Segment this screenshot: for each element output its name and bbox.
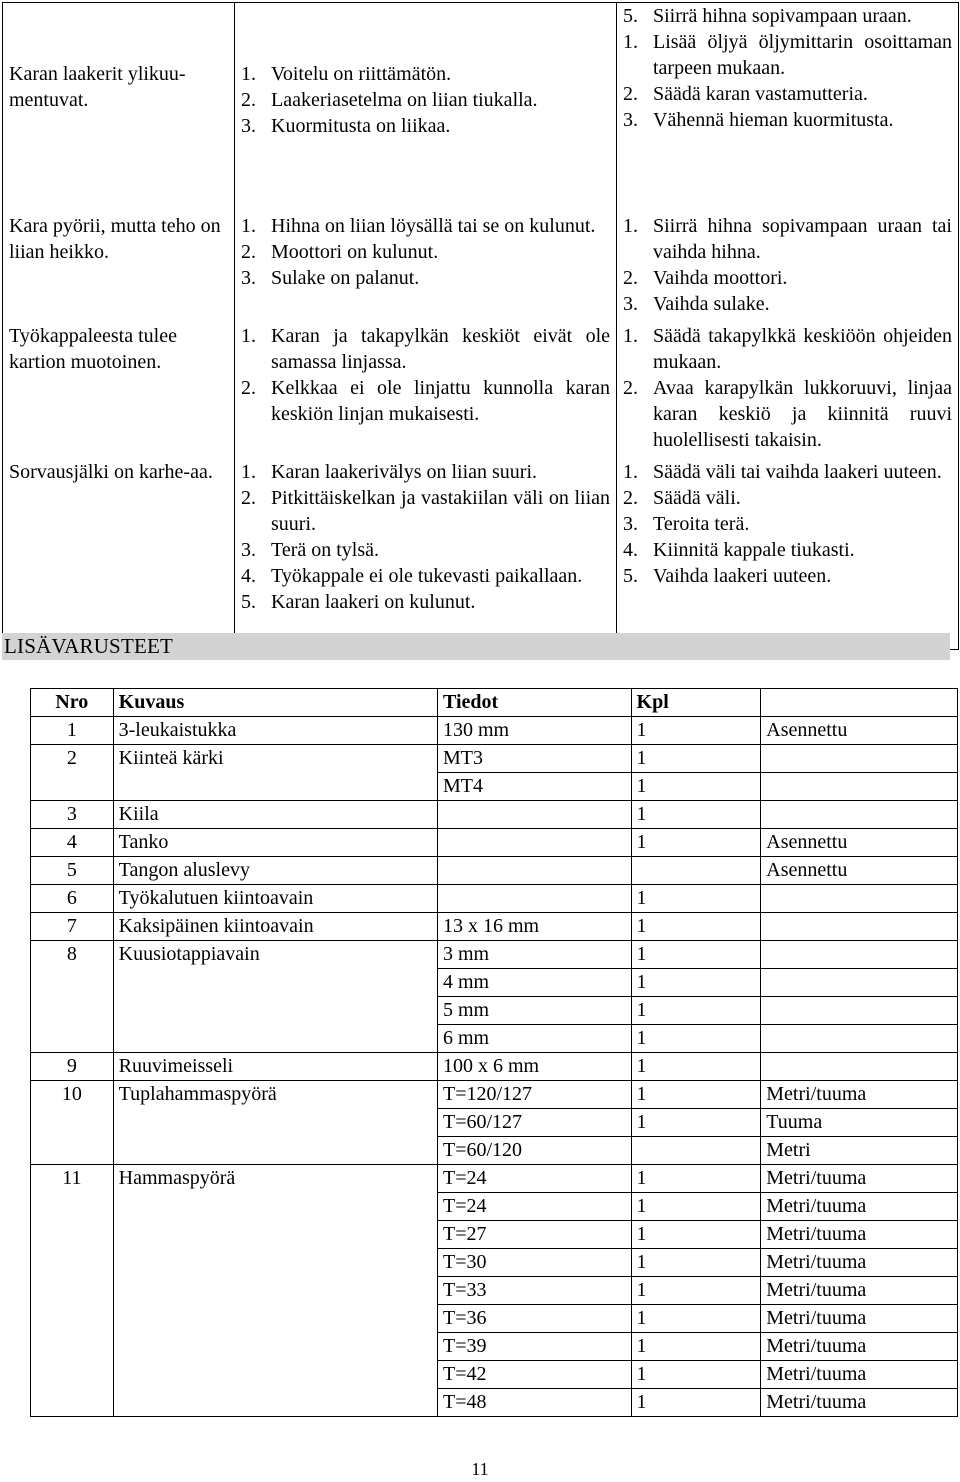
table-cell: T=33	[437, 1277, 631, 1305]
table-cell: Asennettu	[761, 857, 958, 885]
cause-item-text: Pitkittäiskelkan ja vastakiilan väli on liian suuri.	[271, 487, 610, 535]
table-row	[31, 717, 958, 745]
table-row	[31, 1109, 958, 1137]
table-row	[31, 1277, 958, 1305]
remedy-item	[623, 81, 952, 107]
table-cell: 1	[631, 1193, 761, 1221]
remedy-item-text: Kiinnitä kappale tiukasti.	[653, 539, 855, 561]
cause-block	[241, 323, 610, 459]
table-cell: Tanko	[113, 829, 437, 857]
table-cell: 1	[631, 1249, 761, 1277]
remedy-block	[623, 459, 952, 649]
remedy-item-text: Säädä väli tai vaihda laakeri uuteen.	[653, 461, 942, 483]
table-row	[31, 1193, 958, 1221]
table-cell: 10	[31, 1081, 114, 1109]
table-cell	[761, 745, 958, 773]
table-cell	[113, 1277, 437, 1305]
table-cell: 8	[31, 941, 114, 969]
table-cell	[113, 1109, 437, 1137]
remedy-item-number: 1.	[623, 461, 638, 483]
table-cell	[31, 1221, 114, 1249]
table-cell: 1	[631, 1221, 761, 1249]
cause-item-number: 2.	[241, 377, 256, 399]
table-cell: Metri/tuuma	[761, 1249, 958, 1277]
table-cell: 100 x 6 mm	[437, 1053, 631, 1081]
cause-item-text: Kelkkaa ei ole linjattu kunnolla karan keskiön linjan mukaisesti.	[271, 377, 610, 425]
remedy-item-number: 1.	[623, 31, 638, 53]
table-cell	[113, 1221, 437, 1249]
table-cell: 1	[631, 1361, 761, 1389]
remedy-item	[623, 265, 952, 291]
remedy-item-text: Säädä takapylkkä keskiöön ohjeiden mukaan.	[653, 325, 952, 373]
table-cell: 1	[631, 997, 761, 1025]
remedy-item-number: 2.	[623, 487, 638, 509]
table-row	[31, 941, 958, 969]
remedy-item-text: Vaihda laakeri uuteen.	[653, 565, 832, 587]
table-cell: T=60/127	[437, 1109, 631, 1137]
table-row	[31, 913, 958, 941]
symptom-block	[9, 459, 228, 649]
column-header: Nro	[31, 689, 114, 717]
table-cell: Työkalutuen kiintoavain	[113, 885, 437, 913]
symptom-text: Kara pyörii, mutta teho on liian heikko.	[9, 215, 221, 263]
table-cell	[31, 1025, 114, 1053]
table-cell: 1	[631, 1305, 761, 1333]
cause-item	[241, 265, 610, 291]
table-cell	[31, 997, 114, 1025]
symptom-block	[9, 213, 228, 323]
page-number: 11	[471, 1459, 489, 1479]
symptom-block	[9, 323, 228, 459]
table-cell: 4 mm	[437, 969, 631, 997]
remedy-item-text: Säädä väli.	[653, 487, 741, 509]
table-cell	[113, 773, 437, 801]
table-cell	[31, 1109, 114, 1137]
table-row	[31, 1305, 958, 1333]
table-cell	[31, 1277, 114, 1305]
column-header: Kpl	[631, 689, 761, 717]
table-cell	[761, 913, 958, 941]
remedy-item-text: Vaihda sulake.	[653, 293, 770, 315]
table-cell: 1	[631, 913, 761, 941]
table-cell	[761, 1053, 958, 1081]
cause-item	[241, 61, 610, 87]
table-cell	[437, 857, 631, 885]
table-cell	[31, 1137, 114, 1165]
table-cell	[113, 969, 437, 997]
remedy-block	[623, 3, 952, 213]
table-cell: 6	[31, 885, 114, 913]
table-cell: 1	[631, 1025, 761, 1053]
table-cell: Metri/tuuma	[761, 1389, 958, 1417]
table-row	[31, 1333, 958, 1361]
table-cell: T=48	[437, 1389, 631, 1417]
table-row	[31, 857, 958, 885]
table-cell: Kiinteä kärki	[113, 745, 437, 773]
table-row	[31, 1221, 958, 1249]
table-cell	[113, 1361, 437, 1389]
table-cell	[437, 829, 631, 857]
remedy-item-text: Avaa karapylkän lukkoruuvi, linjaa karan keskiö ja kiinnitä ruuvi huolellisesti takaisin.	[653, 377, 952, 451]
cause-item	[241, 213, 610, 239]
table-cell: Asennettu	[761, 829, 958, 857]
table-header-row	[31, 689, 958, 717]
cause-item-text: Terä on tylsä.	[271, 539, 380, 561]
table-cell	[631, 1137, 761, 1165]
table-cell: 6 mm	[437, 1025, 631, 1053]
table-row	[31, 1137, 958, 1165]
remedy-item-text: Säädä karan vastamutteria.	[653, 83, 868, 105]
remedy-item	[623, 537, 952, 563]
remedy-item	[623, 291, 952, 317]
table-cell: Tuplahammaspyörä	[113, 1081, 437, 1109]
table-cell: 4	[31, 829, 114, 857]
table-cell: T=24	[437, 1165, 631, 1193]
table-cell: Metri	[761, 1137, 958, 1165]
cause-item-text: Laakeriasetelma on liian tiukalla.	[271, 89, 538, 111]
remedy-item-number: 1.	[623, 215, 638, 237]
table-cell: Metri/tuuma	[761, 1361, 958, 1389]
cause-item-number: 2.	[241, 89, 256, 111]
table-row	[31, 1389, 958, 1417]
table-cell	[113, 1389, 437, 1417]
cause-item-text: Sulake on palanut.	[271, 267, 420, 289]
table-cell: 11	[31, 1165, 114, 1193]
cause-item-text: Hihna on liian löysällä tai se on kulunut.	[271, 215, 596, 237]
table-cell: 7	[31, 913, 114, 941]
cause-item-number: 4.	[241, 565, 256, 587]
table-cell: Kaksipäinen kiintoavain	[113, 913, 437, 941]
cause-item-text: Karan laakeri on kulunut.	[271, 591, 476, 613]
table-row	[31, 997, 958, 1025]
remedy-item-text: Siirrä hihna sopivampaan uraan tai vaihda hihna.	[653, 215, 952, 263]
remedy-item-number: 3.	[623, 109, 638, 131]
cause-item-number: 1.	[241, 215, 256, 237]
table-cell	[761, 997, 958, 1025]
table-cell: T=39	[437, 1333, 631, 1361]
cause-item	[241, 485, 610, 537]
table-cell: 3 mm	[437, 941, 631, 969]
table-row	[31, 745, 958, 773]
table-cell	[31, 1333, 114, 1361]
cause-item-number: 2.	[241, 241, 256, 263]
table-cell: 1	[631, 773, 761, 801]
table-cell: 1	[631, 941, 761, 969]
table-row	[31, 1361, 958, 1389]
table-cell	[113, 997, 437, 1025]
remedy-item	[623, 375, 952, 453]
table-row	[31, 1081, 958, 1109]
table-cell	[31, 1389, 114, 1417]
table-cell: 1	[631, 969, 761, 997]
remedy-item	[623, 563, 952, 589]
symptom-block	[9, 3, 228, 213]
table-cell	[113, 1333, 437, 1361]
column-header: Tiedot	[437, 689, 631, 717]
remedy-item	[623, 3, 952, 29]
table-cell	[31, 1361, 114, 1389]
table-row	[31, 1165, 958, 1193]
cause-column	[235, 3, 617, 650]
remedy-item	[623, 29, 952, 81]
accessories-table	[30, 688, 958, 1417]
table-cell: Metri/tuuma	[761, 1333, 958, 1361]
table-cell	[113, 1193, 437, 1221]
table-cell: Metri/tuuma	[761, 1193, 958, 1221]
table-cell: T=42	[437, 1361, 631, 1389]
remedy-item-number: 3.	[623, 293, 638, 315]
table-cell	[437, 801, 631, 829]
table-cell	[113, 1025, 437, 1053]
table-cell	[761, 1025, 958, 1053]
table-cell	[113, 1137, 437, 1165]
table-cell: Metri/tuuma	[761, 1221, 958, 1249]
remedy-item-number: 2.	[623, 267, 638, 289]
table-cell: T=30	[437, 1249, 631, 1277]
cause-item-number: 3.	[241, 115, 256, 137]
remedy-item	[623, 459, 952, 485]
table-cell	[31, 1305, 114, 1333]
cause-block	[241, 459, 610, 649]
table-cell	[761, 969, 958, 997]
cause-item-number: 3.	[241, 267, 256, 289]
cause-item	[241, 375, 610, 427]
table-cell: 1	[631, 801, 761, 829]
symptom-text: Työkappaleesta tulee kartion muotoinen.	[9, 325, 177, 373]
cause-item-number: 3.	[241, 539, 256, 561]
column-header	[761, 689, 958, 717]
table-cell: 1	[31, 717, 114, 745]
table-cell	[631, 857, 761, 885]
cause-block	[241, 213, 610, 323]
column-header: Kuvaus	[113, 689, 437, 717]
table-cell: 13 x 16 mm	[437, 913, 631, 941]
cause-item	[241, 563, 610, 589]
table-cell	[113, 1249, 437, 1277]
table-cell	[31, 1193, 114, 1221]
remedy-item-number: 2.	[623, 377, 638, 399]
table-cell: Metri/tuuma	[761, 1277, 958, 1305]
table-cell: 1	[631, 1109, 761, 1137]
cause-item-number: 1.	[241, 325, 256, 347]
table-cell	[761, 801, 958, 829]
table-cell: 1	[631, 745, 761, 773]
table-cell: 3	[31, 801, 114, 829]
symptom-column	[3, 3, 235, 650]
table-cell: 1	[631, 1165, 761, 1193]
cause-item-text: Karan laakerivälys on liian suuri.	[271, 461, 538, 483]
table-cell: 5 mm	[437, 997, 631, 1025]
remedy-item-number: 1.	[623, 325, 638, 347]
table-cell	[31, 773, 114, 801]
table-cell: T=27	[437, 1221, 631, 1249]
table-cell: 1	[631, 1389, 761, 1417]
table-cell: 130 mm	[437, 717, 631, 745]
table-cell	[113, 1305, 437, 1333]
cause-item-number: 1.	[241, 63, 256, 85]
table-cell: 9	[31, 1053, 114, 1081]
table-cell: T=120/127	[437, 1081, 631, 1109]
table-cell: Ruuvimeisseli	[113, 1053, 437, 1081]
table-cell: 1	[631, 885, 761, 913]
remedy-item	[623, 107, 952, 133]
remedy-item-text: Teroita terä.	[653, 513, 750, 535]
remedy-item-text: Vaihda moottori.	[653, 267, 788, 289]
table-cell: MT4	[437, 773, 631, 801]
cause-block	[241, 3, 610, 213]
remedy-item-number: 2.	[623, 83, 638, 105]
table-cell: 3-leukaistukka	[113, 717, 437, 745]
remedy-item	[623, 485, 952, 511]
remedy-item-text: Lisää öljyä öljymittarin osoittaman tarpeen mukaan.	[653, 31, 952, 79]
remedy-column	[617, 3, 959, 650]
remedy-item-number: 3.	[623, 513, 638, 535]
table-row	[31, 773, 958, 801]
table-cell	[761, 773, 958, 801]
table-cell: Hammaspyörä	[113, 1165, 437, 1193]
cause-item	[241, 537, 610, 563]
table-row	[31, 801, 958, 829]
remedy-item	[623, 213, 952, 265]
table-cell	[761, 941, 958, 969]
table-cell: 1	[631, 1053, 761, 1081]
table-cell: Kuusiotappiavain	[113, 941, 437, 969]
table-cell: T=36	[437, 1305, 631, 1333]
table-cell: 1	[631, 829, 761, 857]
table-cell: Kiila	[113, 801, 437, 829]
table-cell	[437, 885, 631, 913]
cause-item	[241, 87, 610, 113]
cause-item	[241, 323, 610, 375]
cause-item-text: Moottori on kulunut.	[271, 241, 439, 263]
cause-item-number: 5.	[241, 591, 256, 613]
cause-item	[241, 459, 610, 485]
remedy-item-text: Siirrä hihna sopivampaan uraan.	[653, 5, 912, 27]
table-cell: 2	[31, 745, 114, 773]
remedy-item-number: 5.	[623, 565, 638, 587]
table-cell: Asennettu	[761, 717, 958, 745]
cause-item	[241, 239, 610, 265]
table-row	[31, 829, 958, 857]
table-row	[31, 1053, 958, 1081]
table-row	[31, 885, 958, 913]
cause-item-text: Voitelu on riittämätön.	[271, 63, 452, 85]
table-cell: Metri/tuuma	[761, 1165, 958, 1193]
troubleshooting-table	[2, 2, 959, 650]
cause-item-number: 2.	[241, 487, 256, 509]
remedy-item-number: 5.	[623, 5, 638, 27]
symptom-text: Sorvausjälki on karhe-aa.	[9, 461, 213, 483]
symptom-text: Karan laakerit ylikuu-mentuvat.	[9, 63, 186, 111]
table-cell: T=24	[437, 1193, 631, 1221]
table-row	[31, 1249, 958, 1277]
table-cell: 1	[631, 1277, 761, 1305]
table-cell: 1	[631, 717, 761, 745]
table-cell: Metri/tuuma	[761, 1081, 958, 1109]
cause-item-text: Karan ja takapylkän keskiöt eivät ole samassa linjassa.	[271, 325, 610, 373]
table-row	[31, 969, 958, 997]
remedy-item	[623, 511, 952, 537]
remedy-item-number: 4.	[623, 539, 638, 561]
cause-item-text: Kuormitusta on liikaa.	[271, 115, 451, 137]
remedy-block	[623, 323, 952, 459]
cause-item	[241, 589, 610, 615]
cause-item-number: 1.	[241, 461, 256, 483]
table-cell	[31, 969, 114, 997]
table-cell	[31, 1249, 114, 1277]
table-cell	[761, 885, 958, 913]
section-title: LISÄVARUSTEET	[4, 634, 174, 658]
cause-item-text: Työkappale ei ole tukevasti paikallaan.	[271, 565, 583, 587]
remedy-item	[623, 323, 952, 375]
table-cell: Tangon aluslevy	[113, 857, 437, 885]
table-cell: 1	[631, 1081, 761, 1109]
table-cell: Tuuma	[761, 1109, 958, 1137]
table-row	[31, 1025, 958, 1053]
table-cell: T=60/120	[437, 1137, 631, 1165]
remedy-item-text: Vähennä hieman kuormitusta.	[653, 109, 894, 131]
cause-item	[241, 113, 610, 139]
table-cell: 1	[631, 1333, 761, 1361]
table-cell: Metri/tuuma	[761, 1305, 958, 1333]
remedy-block	[623, 213, 952, 323]
table-cell: MT3	[437, 745, 631, 773]
table-cell: 5	[31, 857, 114, 885]
